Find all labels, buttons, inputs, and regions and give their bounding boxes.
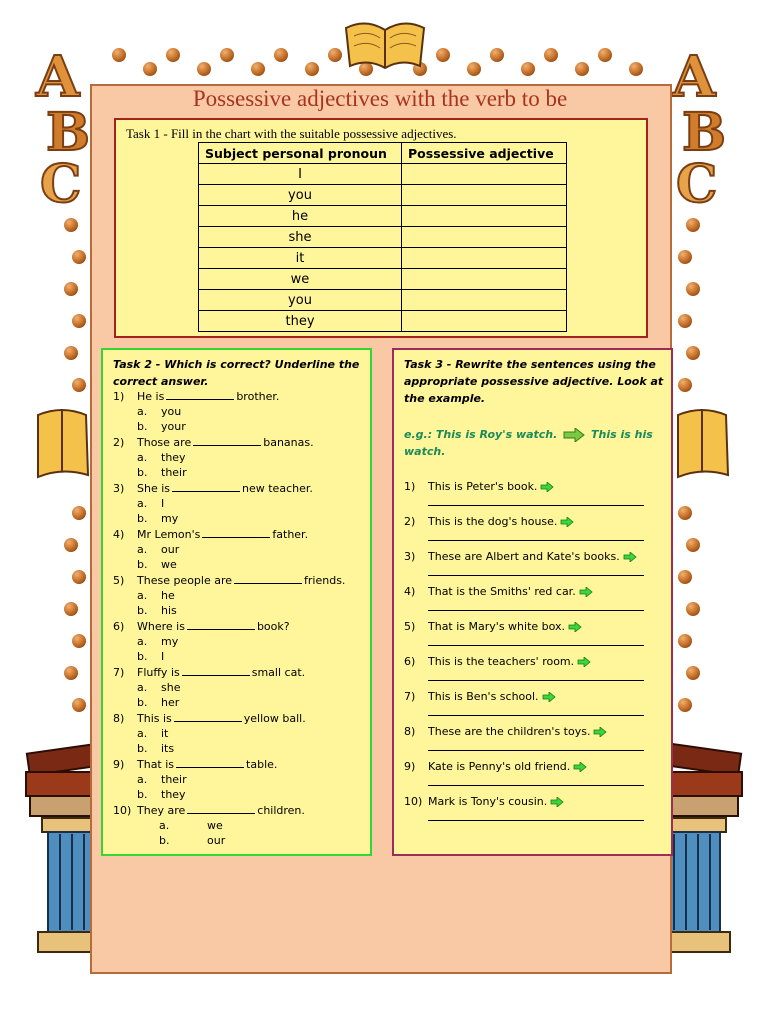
option-text: our <box>207 834 226 847</box>
option-a[interactable] <box>137 727 168 740</box>
open-book-top-icon <box>340 14 430 76</box>
rewrite-sentence <box>404 585 593 598</box>
option-label: a. <box>159 819 170 832</box>
question-item <box>113 482 313 495</box>
table-row <box>199 227 567 248</box>
sentence-text: This is the teachers' room. <box>428 655 575 668</box>
option-a[interactable] <box>137 589 175 602</box>
page-title: Possessive adjectives with the verb to be <box>192 86 568 111</box>
answer-blank <box>234 574 302 584</box>
possessive-answer-cell[interactable] <box>402 248 567 269</box>
rewrite-sentence <box>404 515 574 528</box>
green-arrow-icon <box>550 797 564 807</box>
answer-blank <box>187 620 255 630</box>
answer-line[interactable] <box>428 785 644 786</box>
example-answer: This is his watch. <box>404 428 653 458</box>
option-b[interactable] <box>137 512 178 525</box>
letter-b: B <box>46 102 90 163</box>
green-arrow-icon <box>542 692 556 702</box>
option-a[interactable] <box>137 405 181 418</box>
answer-blank <box>193 436 261 446</box>
decorative-dot <box>72 698 86 712</box>
option-a[interactable] <box>137 543 179 556</box>
option-label: b. <box>137 742 148 755</box>
question-text-after: father. <box>272 528 309 541</box>
answer-line[interactable] <box>428 680 644 681</box>
column-header-subject: Subject personal pronoun <box>199 143 402 164</box>
decorative-dot <box>72 378 86 392</box>
option-text: she <box>161 681 181 694</box>
sentence-number: 2) <box>404 515 416 528</box>
question-text-before: Fluffy is <box>137 666 180 679</box>
question-text-before: She is <box>137 482 171 495</box>
option-label: b. <box>137 604 148 617</box>
option-text: their <box>161 773 187 786</box>
possessive-answer-cell[interactable] <box>402 269 567 290</box>
rewrite-sentence <box>404 655 591 668</box>
option-text: they <box>161 788 186 801</box>
open-book-right-icon <box>672 405 734 485</box>
option-text: our <box>161 543 180 556</box>
option-label: a. <box>137 635 148 648</box>
decorative-dot <box>436 48 450 62</box>
letter-b-right: B <box>682 102 726 163</box>
question-text-after: bananas. <box>263 436 314 449</box>
decorative-dot <box>143 62 157 76</box>
green-arrow-icon <box>623 552 637 562</box>
decorative-dot <box>197 62 211 76</box>
pronoun-cell: he <box>199 206 402 227</box>
decorative-dot <box>686 346 700 360</box>
option-b[interactable] <box>137 742 174 755</box>
option-text: his <box>161 604 177 617</box>
decorative-dot <box>64 346 78 360</box>
decorative-dot <box>678 698 692 712</box>
question-item <box>113 804 305 817</box>
question-text-after: brother. <box>236 390 280 403</box>
green-arrow-icon <box>593 727 607 737</box>
question-number: 1) <box>113 390 125 403</box>
possessive-answer-cell[interactable] <box>402 206 567 227</box>
option-text: my <box>161 512 179 525</box>
option-label: b. <box>137 466 148 479</box>
question-number: 8) <box>113 712 125 725</box>
decorative-dot <box>64 666 78 680</box>
decorative-dot <box>678 378 692 392</box>
sentence-number: 4) <box>404 585 416 598</box>
green-arrow-icon <box>568 622 582 632</box>
possessive-answer-cell[interactable] <box>402 311 567 332</box>
option-label: b. <box>137 650 148 663</box>
option-b[interactable] <box>159 834 225 847</box>
answer-line[interactable] <box>428 540 644 541</box>
question-text-before: They are <box>137 804 186 817</box>
sentence-text: This is Ben's school. <box>428 690 539 703</box>
question-item <box>113 436 314 449</box>
decorative-dot <box>220 48 234 62</box>
sentence-text: Mark is Tony's cousin. <box>428 795 548 808</box>
option-label: a. <box>137 405 148 418</box>
sentence-number: 10) <box>404 795 423 808</box>
question-number: 2) <box>113 436 125 449</box>
rewrite-sentence <box>404 550 637 563</box>
option-a[interactable] <box>137 773 187 786</box>
task3-panel <box>392 348 673 856</box>
option-text: he <box>161 589 175 602</box>
option-label: b. <box>137 696 148 709</box>
question-number: 3) <box>113 482 125 495</box>
option-b[interactable] <box>137 650 164 663</box>
option-text: my <box>161 635 179 648</box>
option-label: b. <box>137 788 148 801</box>
answer-blank <box>166 390 234 400</box>
decorative-dot <box>72 314 86 328</box>
table-row <box>199 290 567 311</box>
answer-line[interactable] <box>428 505 644 506</box>
decorative-dot <box>686 282 700 296</box>
green-arrow-icon <box>577 657 591 667</box>
option-label: b. <box>137 512 148 525</box>
decorative-dot <box>598 48 612 62</box>
task1-panel <box>114 118 648 338</box>
rewrite-sentence <box>404 620 582 633</box>
decorative-dot <box>251 62 265 76</box>
decorative-dot <box>72 570 86 584</box>
answer-line[interactable] <box>428 645 644 646</box>
answer-line[interactable] <box>428 610 644 611</box>
decorative-dot <box>686 666 700 680</box>
decorative-dot <box>629 62 643 76</box>
question-text-after: small cat. <box>251 666 306 679</box>
sentence-text: These are Albert and Kate's books. <box>428 550 620 563</box>
option-label: a. <box>137 727 148 740</box>
answer-line[interactable] <box>428 750 644 751</box>
column-header-possessive: Possessive adjective <box>402 143 567 164</box>
sentence-number: 8) <box>404 725 416 738</box>
rewrite-sentence <box>404 480 554 493</box>
question-number: 7) <box>113 666 125 679</box>
question-number: 9) <box>113 758 125 771</box>
sentence-text: That is Mary's white box. <box>428 620 566 633</box>
question-item <box>113 758 277 771</box>
letter-c: C <box>40 154 82 208</box>
possessive-chart <box>198 142 567 332</box>
table-row <box>199 311 567 332</box>
sentence-number: 9) <box>404 760 416 773</box>
decorative-dot <box>64 218 78 232</box>
answer-line[interactable] <box>428 820 644 821</box>
possessive-answer-cell[interactable] <box>402 164 567 185</box>
decorative-dot <box>274 48 288 62</box>
answer-blank <box>176 758 244 768</box>
option-a[interactable] <box>137 451 186 464</box>
sentence-text: This is Peter's book. <box>428 480 538 493</box>
sentence-text: These are the children's toys. <box>428 725 591 738</box>
question-item <box>113 574 345 587</box>
pronoun-cell: she <box>199 227 402 248</box>
possessive-answer-cell[interactable] <box>402 185 567 206</box>
option-label: a. <box>137 543 148 556</box>
option-text: their <box>161 466 187 479</box>
question-text-before: Those are <box>137 436 192 449</box>
pronoun-cell: they <box>199 311 402 332</box>
question-text-before: He is <box>137 390 165 403</box>
answer-blank <box>187 804 255 814</box>
sentence-number: 1) <box>404 480 416 493</box>
decorative-dot <box>305 62 319 76</box>
answer-line[interactable] <box>428 575 644 576</box>
task3-heading: Task 3 - Rewrite the sentences using the appropriate possessive adjective. Look at the example. <box>404 358 664 405</box>
sentence-number: 5) <box>404 620 416 633</box>
option-text: it <box>161 727 169 740</box>
decorative-dot <box>544 48 558 62</box>
option-label: a. <box>137 589 148 602</box>
sentence-number: 7) <box>404 690 416 703</box>
question-item <box>113 390 279 403</box>
decorative-dot <box>678 314 692 328</box>
question-text-after: book? <box>256 620 290 633</box>
sentence-number: 6) <box>404 655 416 668</box>
task3-example <box>404 426 666 460</box>
answer-blank <box>182 666 250 676</box>
question-text-after: yellow ball. <box>243 712 306 725</box>
option-label: a. <box>137 497 148 510</box>
question-text-after: new teacher. <box>242 482 313 495</box>
answer-line[interactable] <box>428 715 644 716</box>
table-row <box>199 164 567 185</box>
letter-c-right: C <box>676 154 718 208</box>
question-number: 10) <box>113 804 132 817</box>
question-item <box>113 528 308 541</box>
decorative-dot <box>686 218 700 232</box>
decorative-dot <box>686 602 700 616</box>
green-arrow-icon <box>579 587 593 597</box>
decorative-dot <box>64 602 78 616</box>
option-text: her <box>161 696 180 709</box>
option-text: your <box>161 420 186 433</box>
sentence-text: Kate is Penny's old friend. <box>428 760 571 773</box>
decorative-dot <box>64 538 78 552</box>
decorative-dot <box>678 570 692 584</box>
question-item <box>113 712 306 725</box>
green-arrow-icon <box>563 428 585 442</box>
option-text: its <box>161 742 175 755</box>
question-item <box>113 620 290 633</box>
option-label: a. <box>137 773 148 786</box>
pronoun-cell: you <box>199 290 402 311</box>
option-text: you <box>161 405 182 418</box>
open-book-left-icon <box>32 405 94 485</box>
option-label: b. <box>159 834 170 847</box>
decorative-dot <box>64 282 78 296</box>
pronoun-cell: I <box>199 164 402 185</box>
decorative-dot <box>678 250 692 264</box>
table-row <box>199 248 567 269</box>
option-b[interactable] <box>137 420 186 433</box>
sentence-text: This is the dog's house. <box>428 515 558 528</box>
option-b[interactable] <box>137 604 177 617</box>
rewrite-sentence <box>404 760 587 773</box>
option-label: b. <box>137 420 148 433</box>
pronoun-cell: you <box>199 185 402 206</box>
option-a[interactable] <box>159 819 223 832</box>
decorative-dot <box>678 506 692 520</box>
letter-a-right: A <box>672 44 716 110</box>
decorative-dot <box>72 634 86 648</box>
rewrite-sentence <box>404 725 607 738</box>
option-b[interactable] <box>137 466 187 479</box>
pronoun-cell: it <box>199 248 402 269</box>
sentence-text: That is the Smiths' red car. <box>428 585 576 598</box>
question-text-after: table. <box>246 758 278 771</box>
decorative-dot <box>678 634 692 648</box>
option-text: we <box>207 819 223 832</box>
decorative-dot <box>490 48 504 62</box>
decorative-dot <box>166 48 180 62</box>
possessive-answer-cell[interactable] <box>402 227 567 248</box>
question-text-after: children. <box>257 804 305 817</box>
question-text-before: Mr Lemon's <box>137 528 201 541</box>
answer-blank <box>172 482 240 492</box>
table-row <box>199 206 567 227</box>
decorative-dot <box>467 62 481 76</box>
possessive-answer-cell[interactable] <box>402 290 567 311</box>
answer-blank <box>174 712 242 722</box>
decorative-dot <box>112 48 126 62</box>
chart-body <box>199 164 567 332</box>
question-text-before: Where is <box>137 620 185 633</box>
option-a[interactable] <box>137 497 164 510</box>
abc-letters-right-icon <box>666 38 736 208</box>
rewrite-sentence <box>404 795 564 808</box>
task2-panel <box>101 348 372 856</box>
option-b[interactable] <box>137 558 177 571</box>
question-item <box>113 666 305 679</box>
option-text: I <box>161 650 165 663</box>
question-number: 6) <box>113 620 125 633</box>
green-arrow-icon <box>573 762 587 772</box>
decorative-dot <box>521 62 535 76</box>
option-text: I <box>161 497 165 510</box>
question-text-before: These people are <box>137 574 233 587</box>
example-sentence: e.g.: This is Roy's watch. <box>404 428 558 441</box>
option-label: b. <box>137 558 148 571</box>
option-label: a. <box>137 681 148 694</box>
option-a[interactable] <box>137 635 178 648</box>
question-text-before: This is <box>137 712 172 725</box>
task2-heading: Task 2 - Which is correct? Underline the correct answer. <box>113 358 360 388</box>
letter-a: A <box>36 44 80 110</box>
decorative-dot <box>575 62 589 76</box>
table-row <box>199 269 567 290</box>
answer-blank <box>202 528 270 538</box>
option-a[interactable] <box>137 681 180 694</box>
question-text-after: friends. <box>304 574 346 587</box>
option-text: we <box>161 558 177 571</box>
task1-heading: Task 1 - Fill in the chart with the suitable possessive adjectives. <box>126 126 457 141</box>
sentence-number: 3) <box>404 550 416 563</box>
green-arrow-icon <box>560 517 574 527</box>
decorative-dot <box>72 506 86 520</box>
option-label: a. <box>137 451 148 464</box>
decorative-dot <box>686 538 700 552</box>
question-number: 4) <box>113 528 125 541</box>
option-text: they <box>161 451 186 464</box>
decorative-dot <box>72 250 86 264</box>
green-arrow-icon <box>540 482 554 492</box>
option-b[interactable] <box>137 788 186 801</box>
question-text-before: That is <box>137 758 175 771</box>
option-b[interactable] <box>137 696 179 709</box>
pronoun-cell: we <box>199 269 402 290</box>
question-number: 5) <box>113 574 125 587</box>
rewrite-sentence <box>404 690 556 703</box>
table-row <box>199 185 567 206</box>
